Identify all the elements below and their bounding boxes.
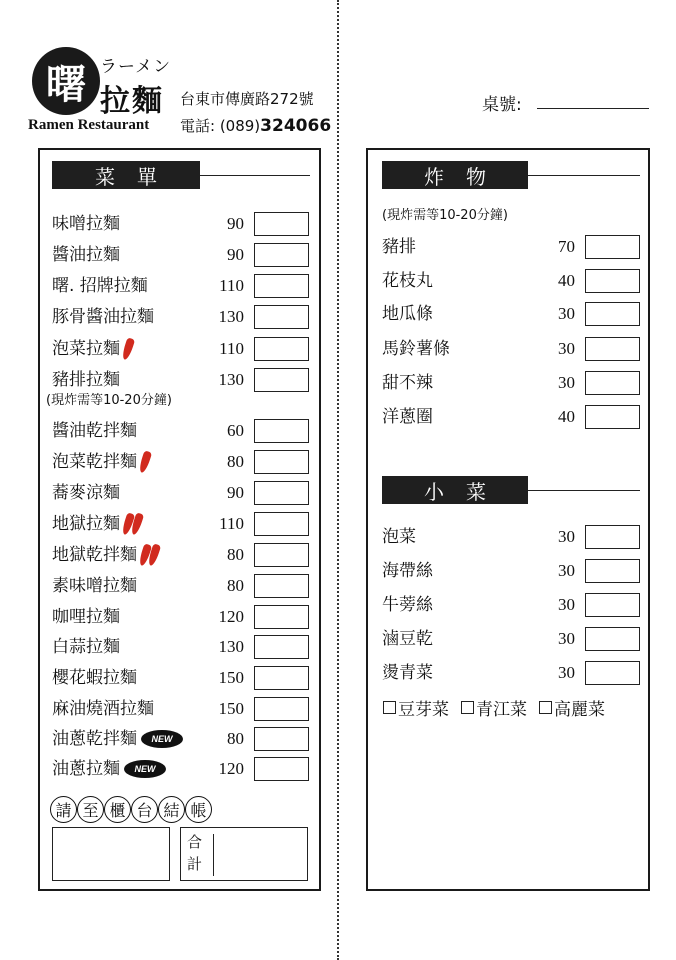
fried-item-price: 30 <box>558 373 575 392</box>
fried-qty-box[interactable] <box>585 235 640 259</box>
menu-item-price: 130 <box>218 370 244 389</box>
menu-item-name <box>52 634 120 660</box>
fried-qty-box[interactable] <box>585 405 640 429</box>
menu-qty-box[interactable] <box>254 481 309 505</box>
menu-qty-box[interactable] <box>254 368 309 392</box>
sides-row <box>382 626 640 652</box>
fried-note: (現炸需等10-20分鐘) <box>382 208 508 223</box>
sides-row <box>382 592 640 618</box>
menu-item-name <box>52 696 154 722</box>
menu-item-name <box>52 726 183 752</box>
menu-row <box>52 336 310 362</box>
fried-qty-box[interactable] <box>585 302 640 326</box>
menu-item-label: 醬油乾拌麵 <box>52 421 137 441</box>
sides-item-label: 海帶絲 <box>382 561 433 581</box>
menu-qty-box[interactable] <box>254 337 309 361</box>
menu-item-label: 油蔥拉麵 <box>52 759 120 779</box>
veg-option[interactable] <box>461 695 527 720</box>
total-label: 合計 <box>187 833 203 873</box>
menu-item-name <box>52 542 158 568</box>
new-badge: NEW <box>141 730 183 748</box>
checkout-char: 結 <box>158 796 185 823</box>
veg-option-label: 青江菜 <box>476 700 527 720</box>
menu-heading: 菜單 <box>52 161 200 189</box>
table-number-field[interactable] <box>537 108 649 109</box>
checkout-char: 至 <box>77 796 104 823</box>
logo-name: 拉麵 <box>100 84 164 119</box>
menu-item-name <box>52 242 120 268</box>
fried-qty-box[interactable] <box>585 269 640 293</box>
chili-icon <box>121 337 135 360</box>
fried-heading: 炸物 <box>382 161 528 189</box>
menu-item-price: 80 <box>227 545 244 564</box>
sides-item-name <box>382 592 433 618</box>
sides-item-label: 牛蒡絲 <box>382 595 433 615</box>
logo-english: Ramen Restaurant <box>28 117 150 133</box>
menu-item-price: 80 <box>227 452 244 471</box>
menu-row <box>52 726 310 752</box>
veg-option[interactable] <box>383 695 449 720</box>
fried-item-name <box>382 301 433 327</box>
sides-item-label: 燙青菜 <box>382 663 433 683</box>
fried-item-name <box>382 336 450 362</box>
fried-row <box>382 234 640 260</box>
fried-item-price: 40 <box>558 407 575 426</box>
fried-qty-box[interactable] <box>585 337 640 361</box>
sides-item-price: 30 <box>558 595 575 614</box>
menu-item-label: 泡菜拉麵 <box>52 339 120 359</box>
menu-qty-box[interactable] <box>254 212 309 236</box>
veg-checkbox[interactable] <box>539 701 552 714</box>
fried-item-name <box>382 370 433 396</box>
menu-item-label: 蕎麥涼麵 <box>52 483 120 503</box>
sides-item-label: 泡菜 <box>382 527 416 547</box>
fried-item-price: 30 <box>558 304 575 323</box>
checkout-char: 帳 <box>185 796 212 823</box>
fried-item-name <box>382 234 416 260</box>
chili-icon <box>124 338 132 360</box>
sides-item-name <box>382 626 433 652</box>
sides-qty-box[interactable] <box>585 559 640 583</box>
menu-row <box>52 242 310 268</box>
menu-row <box>52 211 310 237</box>
fried-row <box>382 336 640 362</box>
phone <box>180 115 331 136</box>
menu-item-price: 90 <box>227 214 244 233</box>
menu-item-name <box>52 304 154 330</box>
sides-item-label: 滷豆乾 <box>382 629 433 649</box>
menu-item-price: 120 <box>218 759 244 778</box>
fried-row <box>382 404 640 430</box>
menu-item-name <box>52 211 120 237</box>
double-chili-icon <box>124 513 141 535</box>
fried-qty-box[interactable] <box>585 371 640 395</box>
fried-item-label: 馬鈴薯條 <box>382 339 450 359</box>
menu-row <box>52 696 310 722</box>
sides-item-name <box>382 524 416 550</box>
veg-options <box>383 695 605 720</box>
menu-row <box>52 665 310 691</box>
sides-item-price: 30 <box>558 629 575 648</box>
sides-row <box>382 558 640 584</box>
sides-qty-box[interactable] <box>585 661 640 685</box>
logo-kana: ラーメン <box>100 57 172 77</box>
checkout-char: 台 <box>131 796 158 823</box>
sides-row <box>382 524 640 550</box>
menu-item-name <box>52 418 137 444</box>
menu-item-note: (現炸需等10-20分鐘) <box>46 393 172 408</box>
tear-line <box>337 0 339 960</box>
menu-row <box>52 756 310 782</box>
checkout-char: 請 <box>50 796 77 823</box>
menu-item-price: 110 <box>219 276 244 295</box>
sides-item-name <box>382 660 433 686</box>
fried-item-name <box>382 404 433 430</box>
menu-qty-box[interactable] <box>254 605 309 629</box>
menu-qty-box[interactable] <box>254 305 309 329</box>
menu-item-price: 130 <box>218 307 244 326</box>
menu-item-price: 110 <box>219 514 244 533</box>
menu-row <box>52 542 310 568</box>
menu-row <box>52 480 310 506</box>
menu-item-label: 麻油燒酒拉麵 <box>52 699 154 719</box>
menu-item-price: 80 <box>227 729 244 748</box>
fried-row <box>382 268 640 294</box>
menu-qty-box[interactable] <box>254 543 309 567</box>
fried-item-label: 甜不辣 <box>382 373 433 393</box>
menu-qty-box[interactable] <box>254 419 309 443</box>
menu-item-price: 150 <box>218 668 244 687</box>
menu-item-price: 90 <box>227 483 244 502</box>
menu-qty-box[interactable] <box>254 757 309 781</box>
veg-checkbox[interactable] <box>383 701 396 714</box>
table-number-label: 桌號: <box>482 95 522 115</box>
menu-qty-box[interactable] <box>254 697 309 721</box>
menu-item-name <box>52 604 120 630</box>
fried-row <box>382 370 640 396</box>
menu-row <box>52 449 310 475</box>
menu-qty-box[interactable] <box>254 574 309 598</box>
menu-item-label: 醬油拉麵 <box>52 245 120 265</box>
menu-item-label: 櫻花蝦拉麵 <box>52 668 137 688</box>
veg-option[interactable] <box>539 695 605 720</box>
sides-qty-box[interactable] <box>585 525 640 549</box>
sides-row <box>382 660 640 686</box>
fried-item-price: 70 <box>558 237 575 256</box>
chili-icon <box>141 451 149 473</box>
menu-item-label: 泡菜乾拌麵 <box>52 452 137 472</box>
fried-item-name <box>382 268 433 294</box>
fried-item-price: 40 <box>558 271 575 290</box>
menu-row <box>52 634 310 660</box>
fried-item-label: 洋蔥圈 <box>382 407 433 427</box>
veg-option-label: 豆芽菜 <box>398 700 449 720</box>
sides-heading-rule <box>528 490 640 491</box>
menu-item-name <box>52 756 166 782</box>
address: 台東市傳廣路272號 <box>180 90 314 108</box>
menu-item-price: 130 <box>218 637 244 656</box>
sides-item-price: 30 <box>558 561 575 580</box>
sides-qty-box[interactable] <box>585 627 640 651</box>
menu-item-label: 味噌拉麵 <box>52 214 120 234</box>
fried-row <box>382 301 640 327</box>
menu-item-price: 120 <box>218 607 244 626</box>
fried-heading-rule <box>528 175 640 176</box>
menu-qty-box[interactable] <box>254 727 309 751</box>
menu-item-name <box>52 336 132 362</box>
menu-qty-box[interactable] <box>254 450 309 474</box>
checkout-char: 櫃 <box>104 796 131 823</box>
menu-row <box>52 604 310 630</box>
menu-item-name <box>52 273 148 299</box>
menu-row <box>52 273 310 299</box>
menu-qty-box[interactable] <box>254 666 309 690</box>
menu-qty-box[interactable] <box>254 635 309 659</box>
phone-number: 324066 <box>260 116 332 136</box>
menu-row <box>52 418 310 444</box>
menu-heading-rule <box>200 175 310 176</box>
menu-item-label: 豬排拉麵 <box>52 370 120 390</box>
veg-checkbox[interactable] <box>461 701 474 714</box>
menu-item-price: 80 <box>227 576 244 595</box>
menu-qty-box[interactable] <box>254 274 309 298</box>
menu-item-name <box>52 449 149 475</box>
veg-option-label: 高麗菜 <box>554 700 605 720</box>
checkout-notice <box>50 796 212 823</box>
sides-qty-box[interactable] <box>585 593 640 617</box>
menu-item-label: 白蒜拉麵 <box>52 637 120 657</box>
menu-qty-box[interactable] <box>254 243 309 267</box>
sides-item-price: 30 <box>558 663 575 682</box>
menu-item-price: 110 <box>219 339 244 358</box>
menu-item-label: 豚骨醬油拉麵 <box>52 307 154 327</box>
phone-label: 電話: (089) <box>180 117 261 135</box>
menu-item-price: 90 <box>227 245 244 264</box>
menu-item-name <box>52 665 137 691</box>
new-badge: NEW <box>124 760 166 778</box>
menu-item-label: 地獄乾拌麵 <box>52 545 137 565</box>
menu-item-price: 60 <box>227 421 244 440</box>
menu-item-label: 地獄拉麵 <box>52 514 120 534</box>
menu-row <box>52 511 310 537</box>
logo-mark: 曙 <box>32 47 100 115</box>
menu-item-label: 曙. 招牌拉麵 <box>52 276 148 296</box>
total-divider <box>213 834 214 876</box>
menu-item-label: 咖哩拉麵 <box>52 607 120 627</box>
menu-item-name <box>52 480 120 506</box>
menu-row <box>52 573 310 599</box>
menu-item-name <box>52 511 141 537</box>
fried-item-price: 30 <box>558 339 575 358</box>
sides-heading: 小菜 <box>382 476 528 504</box>
total-box[interactable] <box>180 827 308 881</box>
menu-item-name <box>52 573 137 599</box>
sides-item-name <box>382 558 433 584</box>
fried-item-label: 地瓜條 <box>382 304 433 324</box>
double-chili-icon <box>141 544 158 566</box>
menu-qty-box[interactable] <box>254 512 309 536</box>
notes-box[interactable] <box>52 827 170 881</box>
menu-item-label: 油蔥乾拌麵 <box>52 729 137 749</box>
menu-item-price: 150 <box>218 699 244 718</box>
chili-icon <box>138 450 152 473</box>
menu-row <box>52 304 310 330</box>
sides-item-price: 30 <box>558 527 575 546</box>
fried-item-label: 花枝丸 <box>382 271 433 291</box>
fried-item-label: 豬排 <box>382 237 416 257</box>
menu-item-label: 素味噌拉麵 <box>52 576 137 596</box>
